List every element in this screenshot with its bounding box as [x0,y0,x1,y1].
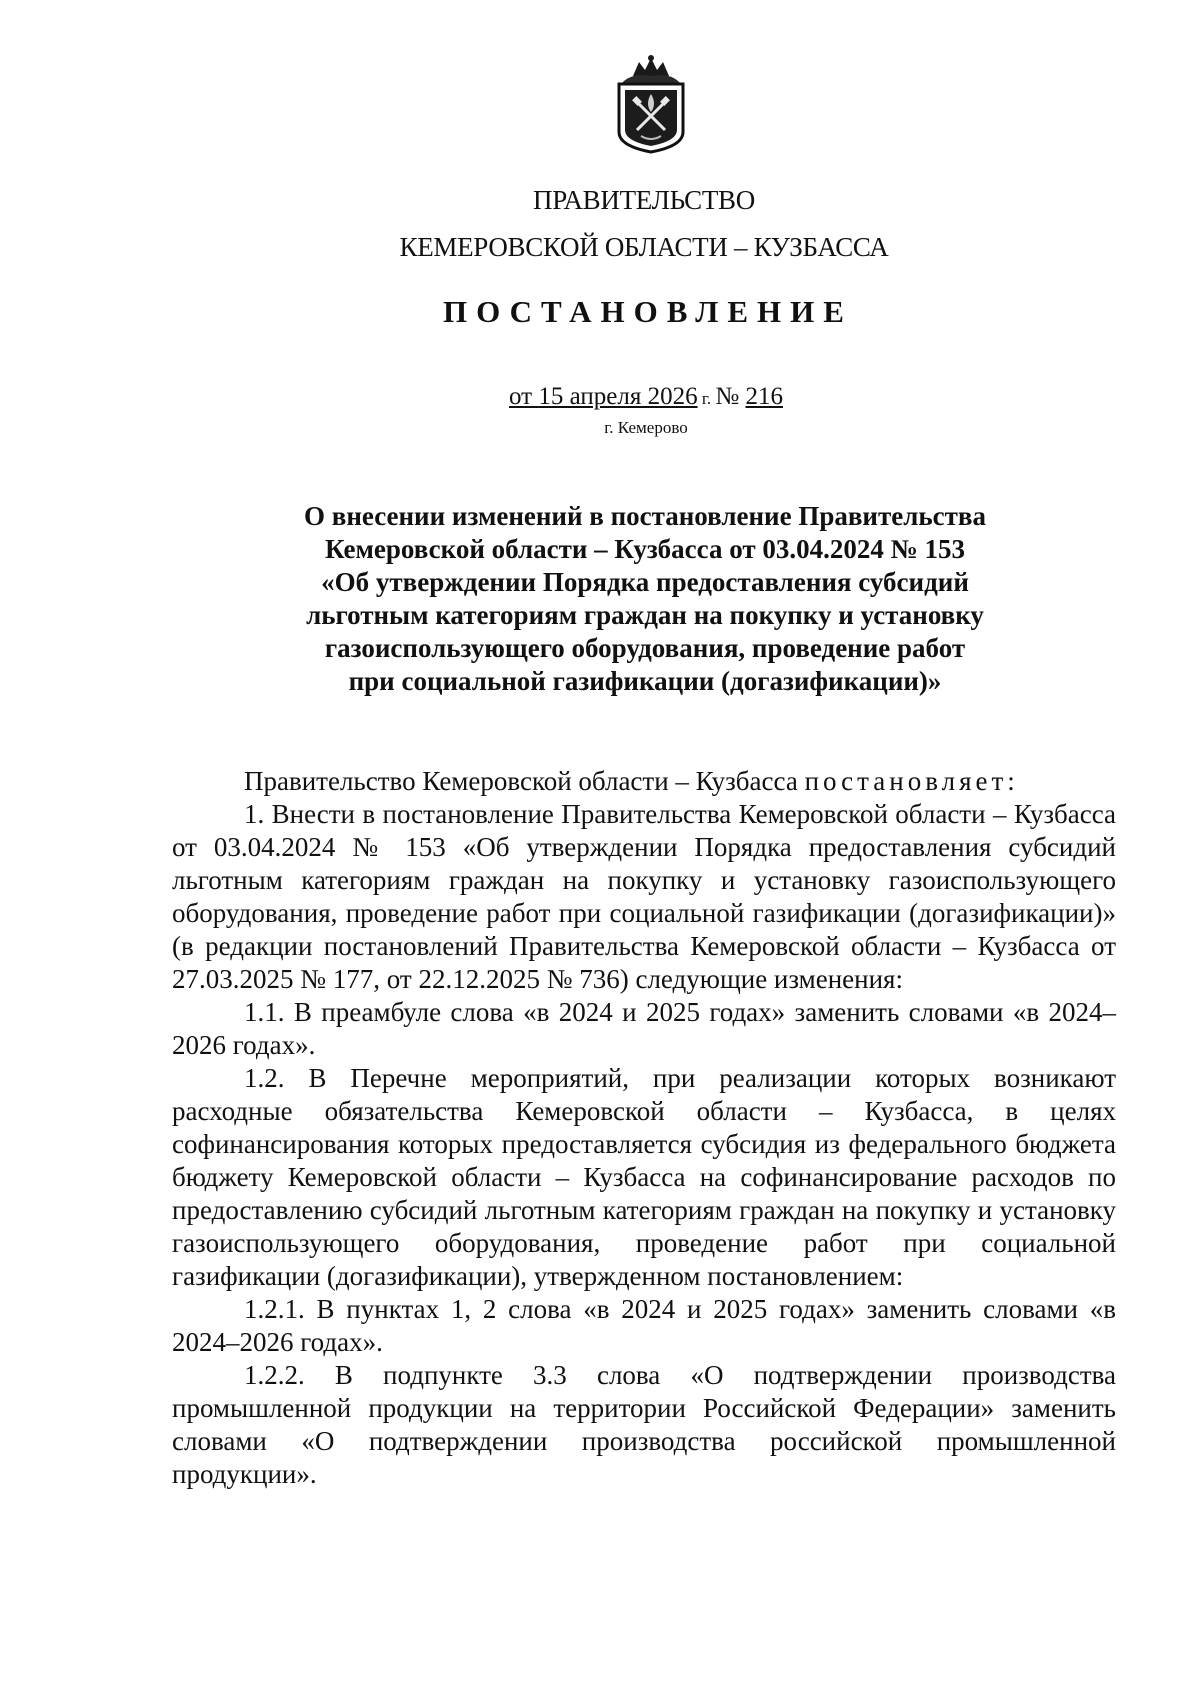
paragraph-1-2-1: 1.2.1. В пунктах 1, 2 слова «в 2024 и 2025 годах» заменить словами «в 2024–2026 годах». [172,1294,1116,1357]
government-name-line2: КЕМЕРОВСКОЙ ОБЛАСТИ – КУЗБАССА [399,232,889,262]
title-line: газоиспользующего оборудования, проведение работ [324,633,966,663]
title-line: льготным категориям граждан на покупку и установку [306,600,984,630]
paragraph-1-1: 1.1. В преамбуле слова «в 2024 и 2025 годах» заменить словами «в 2024–2026 годах». [172,997,1116,1060]
title-line: «Об утверждении Порядка предоставления субсидий [321,567,969,597]
document-title [160,500,1130,698]
year-suffix: г. [697,389,716,408]
document-type: ПОСТАНОВЛЕНИЕ [443,294,853,329]
paragraph-1-2: 1.2. В Перечне мероприятий, при реализации которых возникают расходные обязательства Кемеровской области – Кузбасса, в целях софинансирования которых предоставляется субсидия из федерального бюджета бюджету Кемеровской области – Кузбасса на софинансирование расходов по предоставлению субсидий льготным категориям граждан на покупку и установку газоиспользующего оборудования, проведение работ при социальной газификации (догазификации), утвержденном постановлением: [172,1063,1116,1291]
paragraph-1-2-2: 1.2.2. В подпункте 3.3 слова «О подтверждении производства промышленной продукции на территории Российской Федерации» заменить словами «О подтверждении производства российской промышленной продукции». [172,1360,1116,1489]
preamble-decree-word: постановляет: [804,766,1019,796]
number-label: № [715,383,746,410]
government-name-line1: ПРАВИТЕЛЬСТВО [533,185,755,215]
date-prefix: от [509,383,539,410]
city: г. Кемерово [604,418,688,437]
document-date: 15 апреля 2026 [538,383,698,410]
title-line: Кемеровской области – Кузбасса от 03.04.2024 № 153 [324,534,966,564]
preamble-text: Правительство Кемеровской области – Кузбасса [244,766,805,796]
document-number: 216 [745,383,783,410]
title-line: О внесении изменений в постановление Правительства [304,501,986,531]
coat-of-arms-icon [611,54,691,154]
title-line: при социальной газификации (догазификации)» [348,666,942,696]
paragraph-1: 1. Внести в постановление Правительства Кемеровской области – Кузбасса от 03.04.2024 № 153 «Об утверждении Порядка предоставления субсидий льготным категориям граждан на покупку и установку газоиспользующего оборудования, проведение работ при социальной газификации (догазификации)» (в редакции постановлений Правительства Кемеровской области – Кузбасса от 27.03.2025 № 177, от 22.12.2025 № 736) следующие изменения: [172,799,1116,994]
preamble [172,765,1116,798]
document-body [172,765,1116,1491]
date-line [0,383,1200,411]
